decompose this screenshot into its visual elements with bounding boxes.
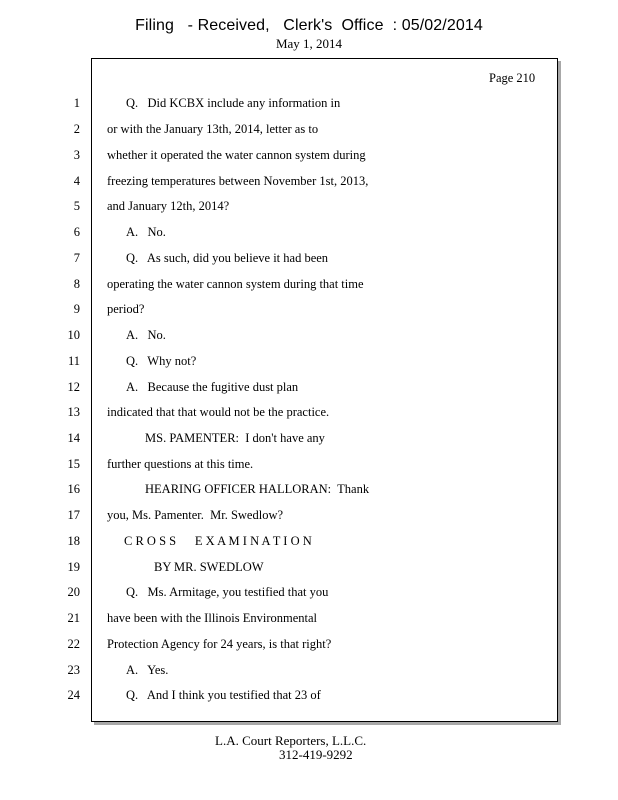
- line-number: 17: [67, 508, 80, 522]
- transcript-line: Q. As such, did you believe it had been: [126, 251, 329, 265]
- line-number: 22: [67, 637, 80, 651]
- line-number: 20: [67, 585, 80, 599]
- transcript-line: MS. PAMENTER: I don't have any: [145, 431, 325, 445]
- transcript-line: HEARING OFFICER HALLORAN: Thank: [145, 482, 370, 496]
- line-number: 7: [73, 251, 80, 265]
- line-number: 2: [73, 122, 80, 136]
- line-number: 12: [67, 380, 80, 394]
- line-number: 6: [73, 225, 80, 239]
- line-number: 4: [73, 174, 80, 188]
- line-number: 15: [67, 457, 80, 471]
- transcript-line: Q. Did KCBX include any information in: [126, 96, 341, 110]
- page-number-label: Page 210: [489, 71, 536, 85]
- line-number: 9: [73, 302, 80, 316]
- line-number: 11: [67, 354, 80, 368]
- section-heading: C R O S S E X A M I N A T I O N: [124, 534, 312, 548]
- transcript-line: A. No.: [126, 225, 166, 239]
- transcript-line: and January 12th, 2014?: [107, 199, 230, 213]
- line-number: 14: [67, 431, 80, 445]
- line-number: 5: [73, 199, 80, 213]
- transcript-line: A. Yes.: [126, 663, 169, 677]
- transcript-line: A. Because the fugitive dust plan: [126, 380, 299, 394]
- footer-company: L.A. Court Reporters, L.L.C.: [215, 733, 367, 748]
- transcript-line: indicated that that would not be the practice.: [107, 405, 330, 419]
- transcript-line: period?: [107, 302, 145, 316]
- transcript-date: May 1, 2014: [275, 36, 343, 51]
- filing-stamp: Filing - Received, Clerk's Office : 05/02/2014: [135, 17, 483, 34]
- transcript-line: or with the January 13th, 2014, letter as to: [107, 122, 319, 136]
- line-number: 21: [67, 611, 80, 625]
- transcript-line: freezing temperatures between November 1st, 2013,: [107, 174, 369, 188]
- line-number: 23: [67, 663, 80, 677]
- footer-phone: 312-419-9292: [279, 747, 353, 762]
- transcript-line: whether it operated the water cannon system during: [107, 148, 366, 162]
- transcript-line: you, Ms. Pamenter. Mr. Swedlow?: [107, 508, 284, 522]
- line-number: 3: [73, 148, 80, 162]
- line-number: 18: [67, 534, 80, 548]
- transcript-line: have been with the Illinois Environmental: [107, 611, 318, 625]
- line-number: 19: [67, 560, 80, 574]
- line-number: 8: [73, 277, 80, 291]
- transcript-line: Q. And I think you testified that 23 of: [126, 688, 321, 702]
- line-number: 13: [67, 405, 80, 419]
- line-number: 24: [67, 688, 80, 702]
- transcript-line: Protection Agency for 24 years, is that right?: [107, 637, 332, 651]
- transcript-line: BY MR. SWEDLOW: [154, 560, 264, 574]
- transcript-line: Q. Why not?: [126, 354, 197, 368]
- line-number: 16: [67, 482, 80, 496]
- transcript-line: Q. Ms. Armitage, you testified that you: [126, 585, 329, 599]
- transcript-line: further questions at this time.: [107, 457, 254, 471]
- line-number: 1: [73, 96, 80, 110]
- transcript-line: A. No.: [126, 328, 166, 342]
- transcript-line: operating the water cannon system during that time: [107, 277, 364, 291]
- line-number: 10: [67, 328, 80, 342]
